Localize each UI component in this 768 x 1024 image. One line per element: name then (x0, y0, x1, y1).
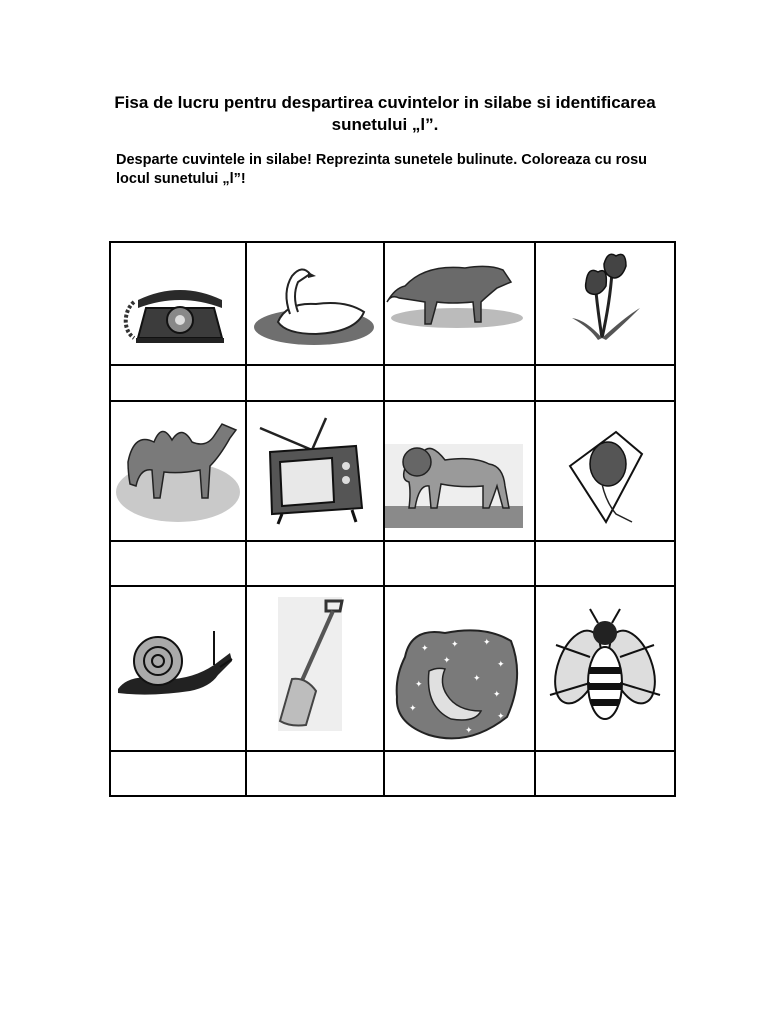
answer-cell[interactable] (536, 752, 674, 795)
answer-cell[interactable] (246, 542, 383, 585)
syllable-table (109, 241, 676, 797)
camel-icon (110, 402, 245, 540)
answer-cell[interactable] (110, 366, 245, 400)
svg-text:✦: ✦ (415, 679, 423, 689)
moon-night-sky-icon (385, 587, 534, 750)
answer-cell[interactable] (385, 542, 534, 585)
svg-text:✦: ✦ (497, 659, 505, 669)
svg-text:✦: ✦ (421, 643, 429, 653)
svg-text:✦: ✦ (493, 689, 501, 699)
shovel-icon (246, 587, 383, 750)
svg-text:✦: ✦ (451, 639, 459, 649)
television-icon (246, 402, 383, 540)
snail-icon (110, 587, 245, 750)
worksheet-instructions: Desparte cuvintele in silabe! Reprezinta sunetele bulinute. Coloreaza cu rosu locul sunetului „l”! (116, 152, 647, 187)
answer-cell[interactable] (110, 752, 245, 795)
answer-cell[interactable] (110, 542, 245, 585)
tulip-icon (536, 242, 674, 364)
answer-cell[interactable] (385, 752, 534, 795)
svg-text:✦: ✦ (409, 703, 417, 713)
answer-cell[interactable] (385, 366, 534, 400)
worksheet-title: Fisa de lucru pentru despartirea cuvintelor in silabe si identificarea sunetului „l”. (114, 93, 656, 134)
answer-cell[interactable] (536, 366, 674, 400)
svg-text:✦: ✦ (473, 673, 481, 683)
svg-text:✦: ✦ (443, 655, 451, 665)
wolf-icon (385, 242, 534, 364)
telephone-icon (110, 242, 245, 364)
svg-text:✦: ✦ (497, 711, 505, 721)
answer-cell[interactable] (536, 542, 674, 585)
balloon-kite-icon (536, 402, 674, 540)
svg-text:✦: ✦ (483, 637, 491, 647)
svg-text:✦: ✦ (465, 725, 473, 735)
answer-cell[interactable] (246, 366, 383, 400)
lion-icon (385, 402, 534, 540)
swan-icon (246, 242, 383, 364)
answer-cell[interactable] (246, 752, 383, 795)
bee-icon (536, 587, 674, 750)
